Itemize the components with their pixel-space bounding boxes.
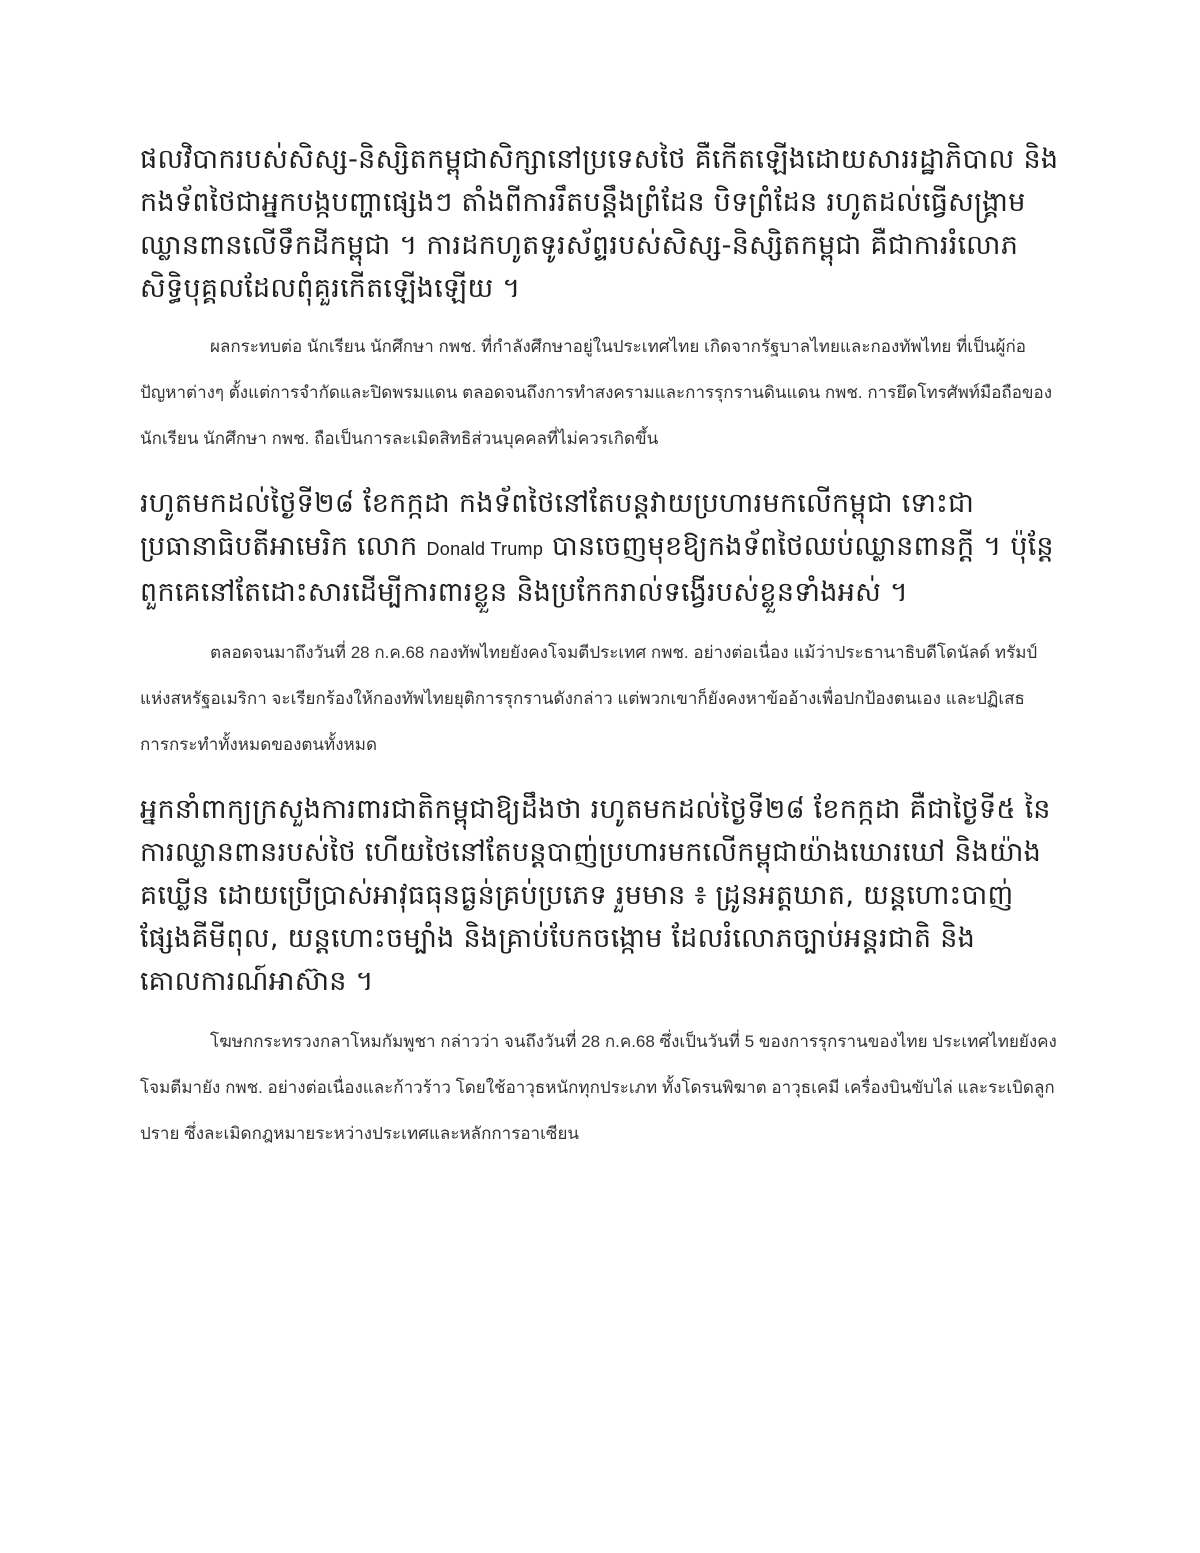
khmer-paragraph-2-text-before: រហូតមកដល់ថ្ងៃទី២៨ ខែកក្កដា កងទ័ពថៃនៅតែបន្តវាយប្រហារមកលើកម្ពុជា ទោះជាប្រធានាធិបតីអាមេរិក លោក: [140, 488, 975, 562]
thai-paragraph-2: ตลอดจนมาถึงวันที่ 28 ก.ค.68 กองทัพไทยยังคงโจมตีประเทศ กพช. อย่างต่อเนื่อง แม้ว่าประธานาธิบดีโดนัลด์ ทรัมป์ แห่งสหรัฐอเมริกา จะเรียกร้องให้กองทัพไทยยุติการรุกรานดังกล่าว แต่พวกเขาก็ยังคงหาข้ออ้างเพื่อปกป้องตนเอง และปฏิเสธการกระทำทั้งหมดของตนทั้งหมด: [140, 643, 1038, 754]
english-name-donald-trump: Donald Trump: [426, 539, 544, 559]
document-body: [140, 138, 1060, 1157]
thai-paragraph-3: โฆษกกระทรวงกลาโหมกัมพูชา กล่าวว่า จนถึงวันที่ 28 ก.ค.68 ซึ่งเป็นวันที่ 5 ของการรุกรานของไทย ประเทศไทยยังคงโจมตีมายัง กพช. อย่างต่อเนื่องและก้าวร้าว โดยใช้อาวุธหนักทุกประเภท ทั้งโดรนพิฆาต อาวุธเคมี เครื่องบินขับไล่ และระเบิดลูกปราย ซึ่งละเมิดกฎหมายระหว่างประเทศและหลักการอาเซียน: [140, 1032, 1057, 1143]
thai-paragraph-1: ผลกระทบต่อ นักเรียน นักศึกษา กพช. ที่กำลังศึกษาอยู่ในประเทศไทย เกิดจากรัฐบาลไทยและกองทัพไทย ที่เป็นผู้ก่อปัญหาต่างๆ ตั้งแต่การจำกัดและปิดพรมแดน ตลอดจนถึงการทำสงครามและการรุกรานดินแดน กพช. การยึดโทรศัพท์มือถือของ นักเรียน นักศึกษา กพช. ถือเป็นการละเมิดสิทธิส่วนบุคคลที่ไม่ควรเกิดขึ้น: [140, 337, 1053, 448]
khmer-paragraph-2: [140, 482, 1060, 614]
khmer-paragraph-1: ផលវិបាករបស់សិស្ស-និស្សិតកម្ពុជាសិក្សានៅប្រទេសថៃ គឺកើតឡើងដោយសាររដ្ឋាភិបាល និងកងទ័ពថៃជាអ្នកបង្កបញ្ហាផ្សេងៗ តាំងពីការរឹតបន្តឹងព្រំដែន បិទព្រំដែន រហូតដល់ធ្វើសង្គ្រាមឈ្លានពានលើទឹកដីកម្ពុជា ។ ការដកហូតទូរស័ព្ទរបស់សិស្ស-និស្សិតកម្ពុជា គឺជាការរំលោភសិទ្ធិបុគ្គលដែលពុំគួរកើតឡើងឡើយ ។: [140, 144, 1059, 304]
khmer-paragraph-2-text-after: បានចេញមុខឱ្យកងទ័ពថៃឈប់ឈ្លានពានក្តី ។ ប៉ុន្តែពួកគេនៅតែដោះសារដើម្បីការពារខ្លួន និងប្រកែករាល់ទង្វើរបស់ខ្លួនទាំងអស់ ។: [140, 531, 1054, 608]
khmer-paragraph-3: អ្នកនាំពាក្យក្រសួងការពារជាតិកម្ពុជាឱ្យដឹងថា រហូតមកដល់ថ្ងៃទី២៨ ខែកក្កដា គឺជាថ្ងៃទី៥ នៃការឈ្លានពានរបស់ថៃ ហើយថៃនៅតែបន្តបាញ់ប្រហារមកលើកម្ពុជាយ៉ាងឃោរឃៅ និងយ៉ាងគឃ្លើន ដោយប្រើប្រាស់អាវុធធុនធ្ងន់គ្រប់ប្រភេទ រួមមាន ៖ ដ្រូនអត្តឃាត, យន្តហោះបាញ់ផ្សែងគីមីពុល, យន្តហោះចម្បាំង និងគ្រាប់បែកចង្កោម ដែលរំលោភច្បាប់អន្តរជាតិ និងគោលការណ៍អាស៊ាន ។: [140, 794, 1051, 997]
